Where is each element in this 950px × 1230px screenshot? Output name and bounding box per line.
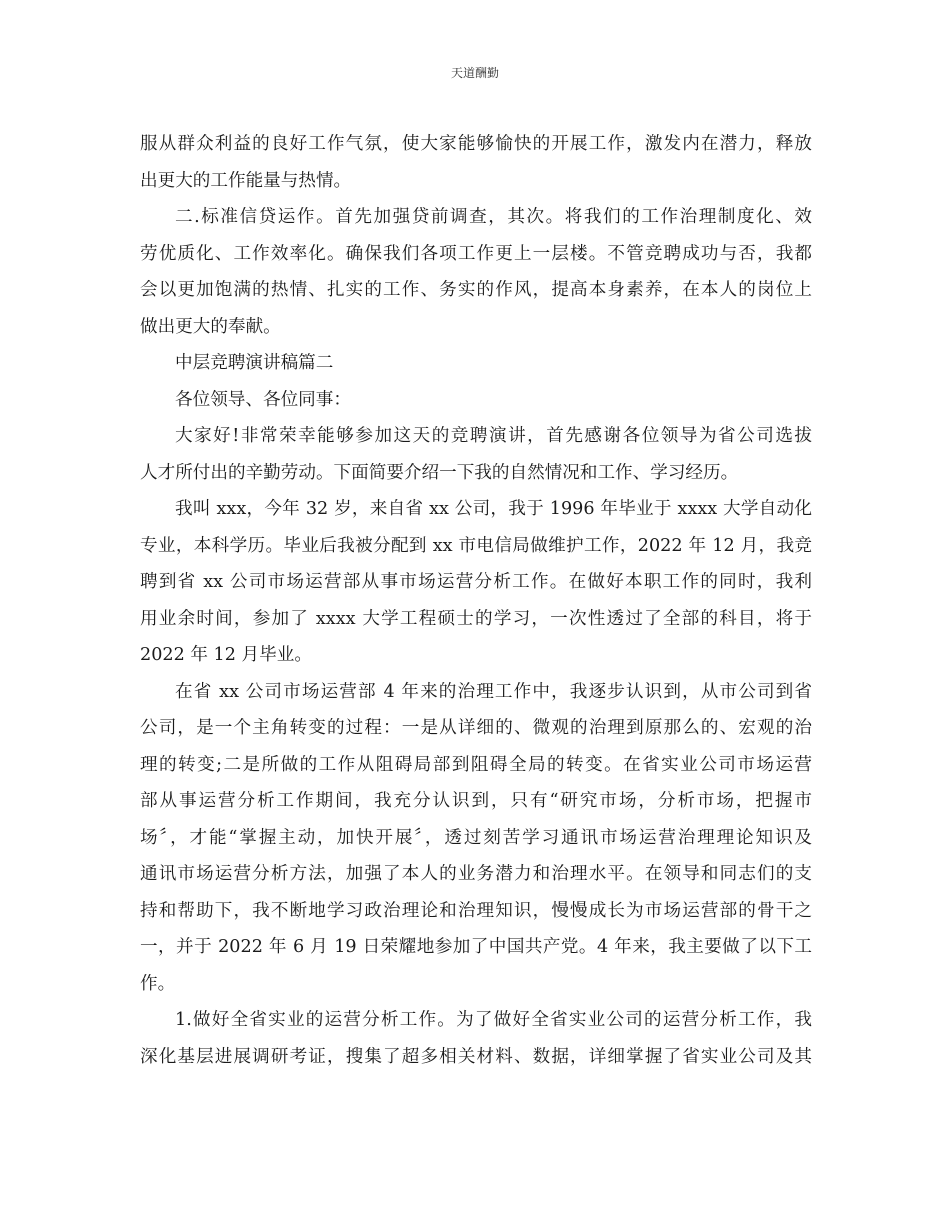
text-line: 用业余时间，参加了 xxxx 大学工程硕士的学习，一次性透过了全部的科目，将于: [140, 608, 812, 629]
text-line: 2022 年 12 月毕业。: [140, 645, 312, 665]
text-line: 1.做好全省实业的运营分析工作。为了做好全省实业公司的运营分析工作，我: [175, 1010, 812, 1030]
text-line: 大家好!非常荣幸能够参加这天的竞聘演讲，首先感谢各位领导为省公司选拔: [175, 426, 812, 446]
text-line: 出更大的工作能量与热情。: [140, 170, 352, 191]
text-line: 我叫 xxx，今年 32 岁，来自省 xx 公司，我于 1996 年毕业于 xxxx 大学自动化: [175, 499, 812, 519]
text-line: 二.标准信贷运作。首先加强贷前调查，其次。将我们的工作治理制度化、效: [175, 207, 812, 227]
text-line: 持和帮助下，我不断地学习政治理论和治理知识，慢慢成长为市场运营部的骨干之: [140, 900, 812, 921]
text-line: 在省 xx 公司市场运营部 4 年来的治理工作中，我逐步认识到，从市公司到省: [175, 681, 812, 702]
text-line: 各位领导、各位同事：: [175, 389, 351, 410]
text-line: 专业，本科学历。毕业后我被分配到 xx 市电信局做维护工作，2022 年 12 月，我竞: [140, 535, 812, 556]
text-line: 做出更大的奉献。: [140, 316, 281, 337]
text-line: 通讯市场运营分析方法，加强了本人的业务潜力和治理水平。在领导和同志们的支: [140, 864, 812, 884]
text-line: 会以更加饱满的热情、扎实的工作、务实的作风，提高本身素养，在本人的岗位上: [140, 280, 812, 300]
document-body: [140, 126, 812, 1075]
text-line: 场〞，才能“掌握主动，加快开展〞，透过刻苦学习通讯市场运营治理理论知识及: [140, 827, 812, 848]
text-line: 劳优质化、工作效率化。确保我们各项工作更上一层楼。不管竞聘成功与否，我都: [140, 243, 812, 264]
page-header: 天道酬勤: [450, 66, 499, 80]
text-line: 聘到省 xx 公司市场运营部从事市场运营分析工作。在做好本职工作的同时，我利: [140, 572, 812, 592]
text-line: 部从事运营分析工作期间，我充分认识到，只有“研究市场，分析市场，把握市: [140, 791, 812, 811]
text-line: 公司，是一个主角转变的过程：一是从详细的、微观的治理到原那么的、宏观的治: [140, 718, 812, 738]
text-line: 人才所付出的辛勤劳动。下面简要介绍一下我的自然情况和工作、学习经历。: [140, 462, 739, 483]
text-line: 中层竞聘演讲稿篇二: [175, 353, 334, 373]
text-line: 作。: [140, 973, 176, 994]
text-line: 理的转变;二是所做的工作从阻碍局部到阻碍全局的转变。在省实业公司市场运营: [140, 754, 812, 775]
text-line: 深化基层进展调研考证，搜集了超多相关材料、数据，详细掌握了省实业公司及其: [140, 1046, 812, 1067]
text-line: 一，并于 2022 年 6 月 19 日荣耀地参加了中国共产党。4 年来，我主要做了以下工: [140, 937, 812, 957]
text-line: 服从群众利益的良好工作气氛，使大家能够愉快的开展工作，激发内在潜力，释放: [140, 134, 812, 154]
